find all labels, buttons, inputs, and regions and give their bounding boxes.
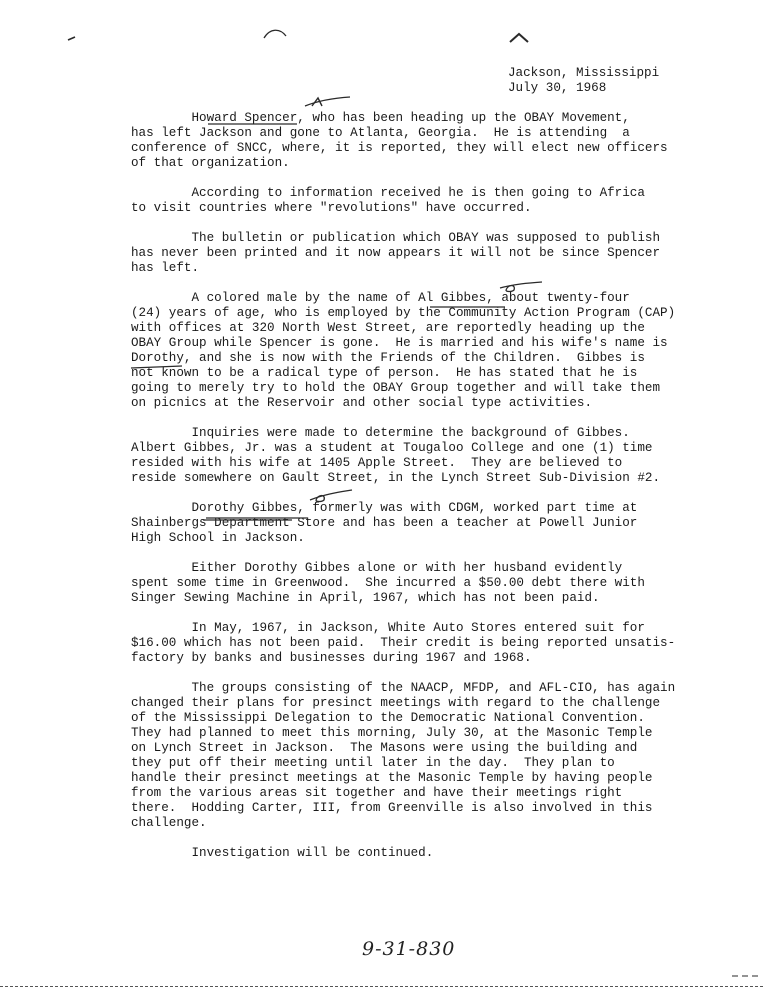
text-line: handle their presinct meetings at the Masonic Temple by having people xyxy=(131,771,653,785)
text-line: going to merely try to hold the OBAY Group together and will take them xyxy=(131,381,661,395)
text-line: on picnics at the Reservoir and other social type activities. xyxy=(131,396,593,410)
text-line: factory by banks and businesses during 1967 and 1968. xyxy=(131,651,532,665)
text-line: has never been printed and it now appears it will not be since Spencer xyxy=(131,246,661,260)
text-line: there. Hodding Carter, III, from Greenville is also involved in this xyxy=(131,801,653,815)
text-line: of the Mississippi Delegation to the Democratic National Convention. xyxy=(131,711,645,725)
text-line: on Lynch Street in Jackson. The Masons were using the building and xyxy=(131,741,638,755)
underline-department xyxy=(200,515,300,525)
text-line: Investigation will be continued. xyxy=(131,846,434,860)
text-line: conference of SNCC, where, it is reported, they will elect new officers xyxy=(131,141,668,155)
text-line: Albert Gibbes, Jr. was a student at Tougaloo College and one (1) time xyxy=(131,441,653,455)
dateline-place: Jackson, Mississippi xyxy=(508,66,660,80)
text-line: challenge. xyxy=(131,816,207,830)
text-line: they put off their meeting until later in the day. They plan to xyxy=(131,756,615,770)
text-line: Singer Sewing Machine in April, 1967, which has not been paid. xyxy=(131,591,600,605)
bottom-right-mark xyxy=(730,970,760,982)
bottom-edge-rule xyxy=(0,986,763,988)
text-line: $16.00 which has not been paid. Their credit is being reported unsatis- xyxy=(131,636,676,650)
text-line: to visit countries where "revolutions" have occurred. xyxy=(131,201,532,215)
left-margin-mark xyxy=(66,34,78,42)
text-line: Either Dorothy Gibbes alone or with her husband evidently xyxy=(131,561,623,575)
text-line: has left. xyxy=(131,261,200,275)
text-line: changed their plans for presinct meetings with regard to the challenge xyxy=(131,696,661,710)
text-line: not known to be a radical type of person. He has stated that he is xyxy=(131,366,638,380)
text-line: They had planned to meet this morning, July 30, at the Masonic Temple xyxy=(131,726,653,740)
text-line: has left Jackson and gone to Atlanta, Georgia. He is attending a xyxy=(131,126,630,140)
name-check-mark-spencer xyxy=(200,92,360,128)
paragraph-2 xyxy=(131,186,691,216)
text-line: According to information received he is then going to Africa xyxy=(131,186,645,200)
paragraph-10 xyxy=(131,846,691,861)
text-line: OBAY Group while Spencer is gone. He is married and his wife's name is xyxy=(131,336,668,350)
paragraph-5 xyxy=(131,426,691,486)
text-line: Shainbergs Department Store and has been a teacher at Powell Junior xyxy=(131,516,638,530)
text-line: spent some time in Greenwood. She incurred a $50.00 debt there with xyxy=(131,576,645,590)
text-line: Dorothy Gibbes, formerly was with CDGM, worked part time at xyxy=(131,501,638,515)
text-line: The bulletin or publication which OBAY was supposed to publish xyxy=(131,231,661,245)
dateline-date: July 30, 1968 xyxy=(508,81,607,95)
paragraph-3 xyxy=(131,231,691,276)
top-mark-left xyxy=(262,26,290,42)
handwritten-file-number: 9-31-830 xyxy=(362,938,456,960)
name-check-mark-al-gibbes xyxy=(420,278,550,310)
top-mark-right xyxy=(508,30,532,46)
text-line: A colored male by the name of Al Gibbes, about twenty-four xyxy=(131,291,630,305)
text-line: of that organization. xyxy=(131,156,290,170)
paragraph-9 xyxy=(131,681,691,831)
text-line: Howard Spencer, who has been heading up the OBAY Movement, xyxy=(131,111,630,125)
text-line: The groups consisting of the NAACP, MFDP, and AFL-CIO, has again xyxy=(131,681,676,695)
text-line: with offices at 320 North West Street, are reportedly heading up the xyxy=(131,321,645,335)
paragraph-7 xyxy=(131,561,691,606)
text-line: High School in Jackson. xyxy=(131,531,305,545)
text-line: reside somewhere on Gault Street, in the Lynch Street Sub-Division #2. xyxy=(131,471,661,485)
text-line: In May, 1967, in Jackson, White Auto Stores entered suit for xyxy=(131,621,645,635)
text-line: Dorothy, and she is now with the Friends of the Children. Gibbes is xyxy=(131,351,645,365)
text-line: from the various areas sit together and have their meetings right xyxy=(131,786,623,800)
underline-dorothy-line xyxy=(128,362,188,372)
text-line: resided with his wife at 1405 Apple Street. They are believed to xyxy=(131,456,623,470)
paragraph-4 xyxy=(131,291,691,411)
text-line: (24) years of age, who is employed by the Community Action Program (CAP) xyxy=(131,306,676,320)
paragraph-8 xyxy=(131,621,691,666)
dateline xyxy=(508,66,659,96)
text-line: Inquiries were made to determine the background of Gibbes. xyxy=(131,426,630,440)
